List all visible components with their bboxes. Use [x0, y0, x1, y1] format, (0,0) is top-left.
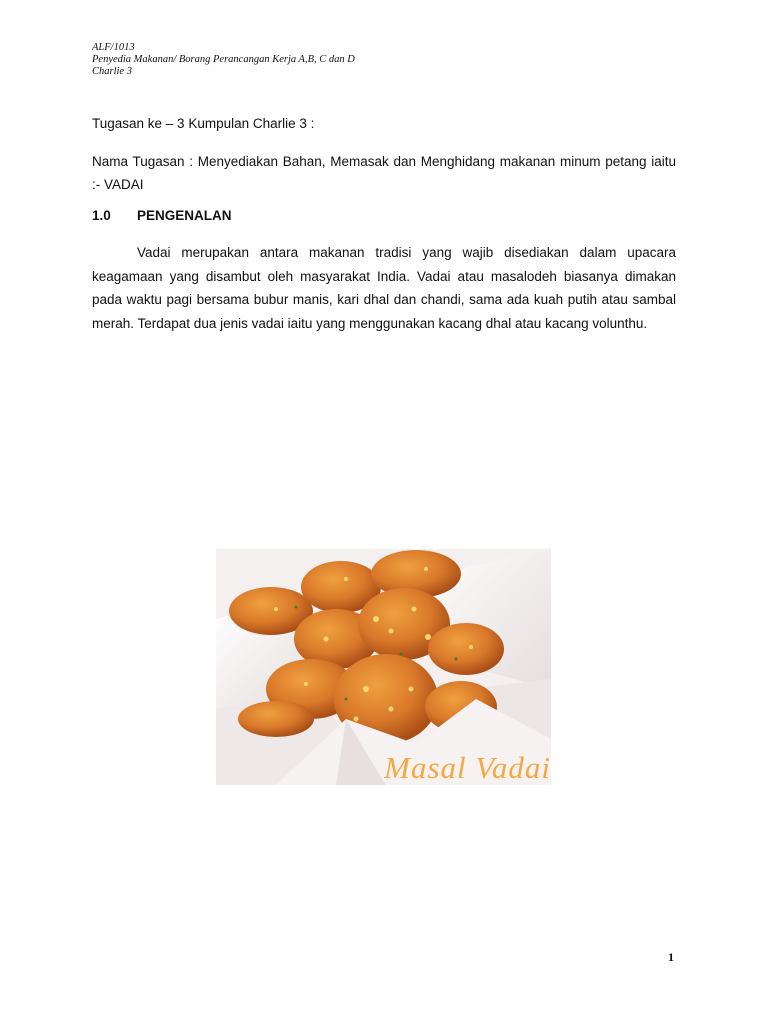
intro-paragraph: Vadai merupakan antara makanan tradisi yang wajib disediakan dalam upacara keagamaan yang disambut oleh masyarakat India. Vadai atau masalodeh biasanya dimakan pada waktu pagi bersama bubur manis, kari dhal dan chandi, sama ada kuah putih atau sambal merah. Terdapat dua jenis vadai iaitu yang menggunakan kacang dhal atau kacang volunthu. — [92, 245, 676, 331]
assignment-task-line: Nama Tugasan : Menyediakan Bahan, Memasak dan Menghidang makanan minum petang iaitu :- VADAI — [92, 154, 676, 192]
section-title: PENGENALAN — [137, 208, 232, 223]
form-title: Penyedia Makanan/ Borang Perancangan Kerja A,B, C dan D — [92, 54, 355, 65]
vadai-photo — [216, 549, 551, 785]
section-number: 1.0 — [92, 208, 111, 223]
assignment-group-line: Tugasan ke – 3 Kumpulan Charlie 3 : — [92, 116, 315, 131]
document-header — [92, 42, 355, 78]
course-code: ALF/1013 — [92, 42, 135, 53]
page-number: 1 — [668, 950, 674, 964]
section-heading — [92, 208, 232, 223]
group-name: Charlie 3 — [92, 66, 132, 77]
watermark-text: Masal Vadai — [384, 750, 551, 785]
